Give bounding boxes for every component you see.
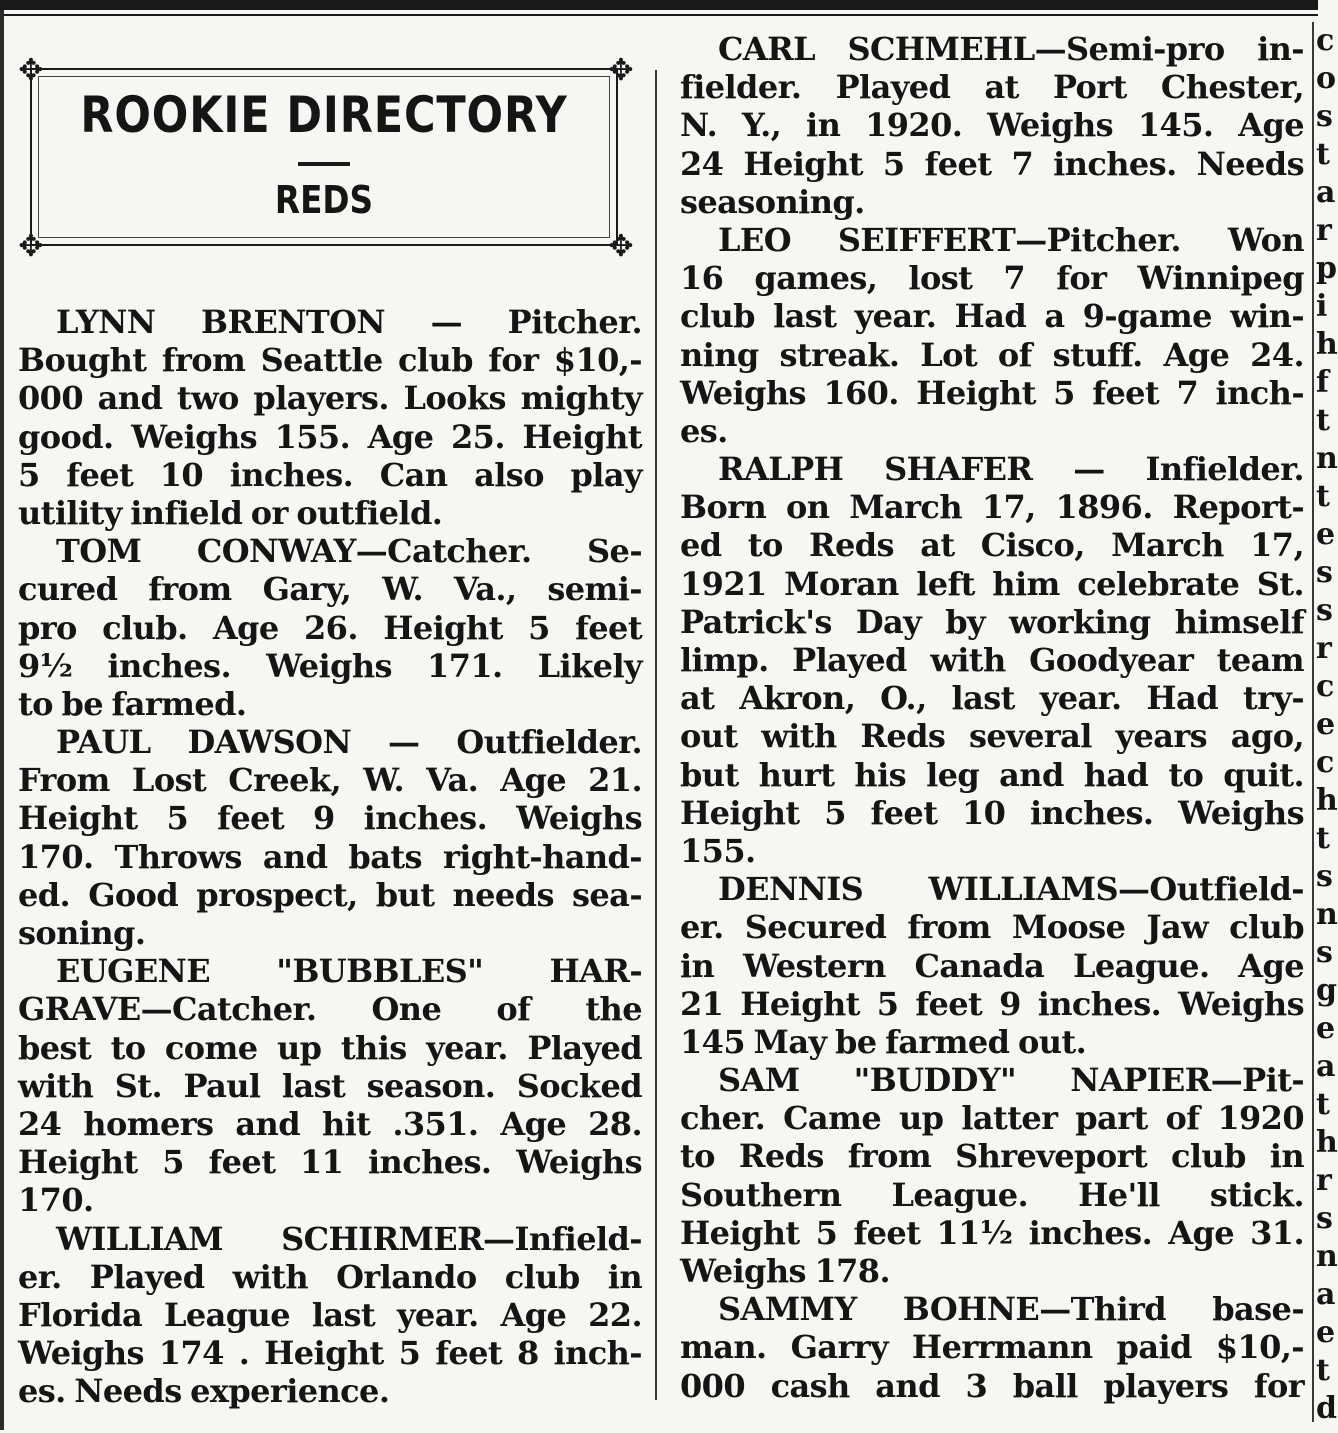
text-line: Height 5 feet 10 inches. Weighs: [680, 793, 1304, 832]
text-line: out with Reds several years ago,: [680, 717, 1304, 756]
right-text-column: [680, 30, 1304, 1405]
text-line: Height 5 feet 11 inches. Weighs: [18, 1143, 642, 1182]
text-line: in Western Canada League. Age: [680, 946, 1304, 985]
margin-fragment: s: [1316, 859, 1333, 894]
text-line: club last year. Had a 9-game win-: [680, 297, 1304, 336]
text-line: CARL SCHMEHL—Semi-pro in-: [718, 30, 1304, 68]
right-column-divider: [1312, 22, 1314, 1422]
text-line: 170. Throws and bats right-hand-: [18, 837, 642, 876]
left-edge-rule: [0, 10, 4, 1430]
text-line: LYNN BRENTON — Pitcher.: [56, 303, 642, 341]
margin-fragment: h: [1316, 327, 1338, 362]
top-rule: [0, 0, 1318, 10]
margin-fragment: s: [1316, 1201, 1333, 1236]
text-line: WILLIAM SCHIRMER—Infield-: [56, 1219, 642, 1258]
margin-fragment: s: [1316, 935, 1333, 970]
text-line: with St. Paul last season. Socked: [18, 1066, 642, 1105]
text-line: er. Secured from Moose Jaw club: [680, 908, 1304, 947]
text-line: DENNIS WILLIAMS—Outfield-: [718, 870, 1304, 909]
text-line: 170.: [18, 1181, 94, 1220]
text-line: cher. Came up latter part of 1920: [680, 1099, 1304, 1138]
margin-fragment: e: [1316, 517, 1336, 552]
text-line: but hurt his leg and had to quit.: [680, 755, 1304, 794]
margin-fragment: t: [1316, 1353, 1330, 1388]
margin-fragment: n: [1316, 897, 1338, 932]
text-line: es. Needs experience.: [18, 1372, 390, 1411]
adjacent-column-fragment: [1316, 22, 1338, 1426]
text-line: er. Played with Orlando club in: [18, 1257, 642, 1296]
text-line: 000 cash and 3 ball players for: [680, 1366, 1304, 1405]
margin-fragment: g: [1316, 973, 1337, 1008]
text-line: LEO SEIFFERT—Pitcher. Won: [718, 220, 1304, 259]
margin-fragment: i: [1316, 289, 1328, 324]
headline-dash: [298, 162, 350, 166]
margin-fragment: a: [1316, 175, 1336, 210]
text-line: SAMMY BOHNE—Third base-: [718, 1290, 1304, 1329]
text-line: 24 homers and hit .351. Age 28.: [18, 1104, 642, 1143]
text-line: TOM CONWAY—Catcher. Se-: [56, 532, 642, 571]
text-line: Born on March 17, 1896. Report-: [680, 488, 1304, 527]
margin-fragment: r: [1316, 1163, 1332, 1198]
ornament-icon: ✥: [18, 53, 44, 88]
text-line: Bought from Seattle club for $10,-: [18, 341, 642, 380]
margin-fragment: t: [1316, 479, 1330, 514]
column-divider: [655, 70, 657, 1400]
margin-fragment: t: [1316, 1087, 1330, 1122]
margin-fragment: n: [1316, 441, 1338, 476]
text-line: at Akron, O., last year. Had try-: [680, 679, 1304, 718]
margin-fragment: o: [1316, 61, 1337, 96]
margin-fragment: c: [1316, 23, 1335, 58]
left-text-column: [18, 303, 642, 1410]
text-line: limp. Played with Goodyear team: [680, 641, 1304, 679]
text-line: RALPH SHAFER — Infielder.: [718, 450, 1304, 489]
text-line: best to come up this year. Played: [18, 1028, 642, 1067]
margin-fragment: f: [1316, 365, 1329, 400]
margin-fragment: r: [1316, 631, 1332, 666]
text-line: ning streak. Lot of stuff. Age 24.: [680, 335, 1304, 374]
text-line: SAM "BUDDY" NAPIER—Pit-: [718, 1061, 1304, 1100]
text-line: 000 and two players. Looks mighty: [18, 379, 642, 418]
text-line: utility infield or outfield.: [18, 493, 443, 532]
ornament-icon: ✥: [608, 53, 634, 88]
text-line: ed to Reds at Cisco, March 17,: [680, 526, 1304, 565]
text-line: 1921 Moran left him celebrate St.: [680, 564, 1304, 603]
text-line: cured from Gary, W. Va., semi-: [18, 570, 642, 609]
text-line: 155.: [680, 831, 756, 870]
text-line: 5 feet 10 inches. Can also play: [18, 455, 642, 494]
margin-fragment: c: [1316, 669, 1335, 704]
text-line: man. Garry Herrmann paid $10,-: [680, 1328, 1304, 1367]
text-line: Height 5 feet 9 inches. Weighs: [18, 799, 642, 838]
text-line: From Lost Creek, W. Va. Age 21.: [18, 761, 642, 800]
ornament-icon: ✥: [608, 229, 634, 264]
margin-fragment: e: [1316, 1315, 1336, 1350]
margin-fragment: h: [1316, 783, 1338, 818]
text-line: EUGENE "BUBBLES" HAR-: [56, 952, 642, 991]
margin-fragment: n: [1316, 1239, 1338, 1274]
text-line: good. Weighs 155. Age 25. Height: [18, 417, 642, 456]
text-line: soning.: [18, 914, 146, 952]
margin-fragment: t: [1316, 821, 1330, 856]
margin-fragment: h: [1316, 1125, 1338, 1160]
top-thin-rule: [0, 14, 1318, 16]
margin-fragment: e: [1316, 1011, 1336, 1046]
text-line: GRAVE—Catcher. One of the: [18, 990, 642, 1029]
text-line: 16 games, lost 7 for Winnipeg: [680, 259, 1304, 298]
margin-fragment: a: [1316, 1277, 1336, 1312]
ornament-icon: ✥: [18, 229, 44, 264]
margin-fragment: s: [1316, 593, 1333, 628]
margin-fragment: c: [1316, 745, 1335, 780]
text-line: Weighs 160. Height 5 feet 7 inch-: [680, 373, 1304, 412]
margin-fragment: s: [1316, 555, 1333, 590]
margin-fragment: t: [1316, 403, 1330, 438]
margin-fragment: r: [1316, 213, 1332, 248]
text-line: pro club. Age 26. Height 5 feet: [18, 608, 642, 647]
text-line: PAUL DAWSON — Outfielder.: [56, 723, 642, 762]
text-line: es.: [680, 411, 728, 450]
text-line: Florida League last year. Age 22.: [18, 1295, 642, 1334]
text-line: Patrick's Day by working himself: [680, 602, 1304, 641]
text-line: 21 Height 5 feet 9 inches. Weighs: [680, 984, 1304, 1023]
text-line: to Reds from Shreveport club in: [680, 1137, 1304, 1176]
margin-fragment: e: [1316, 707, 1336, 742]
text-line: 24 Height 5 feet 7 inches. Needs: [680, 144, 1304, 183]
text-line: Weighs 174 . Height 5 feet 8 inch-: [18, 1334, 642, 1373]
headline-title: ROOKIE DIRECTORY: [80, 86, 568, 144]
text-line: ed. Good prospect, but needs sea-: [18, 875, 642, 914]
headline-subtitle: REDS: [274, 178, 374, 222]
margin-fragment: s: [1316, 99, 1333, 134]
text-line: 9½ inches. Weighs 171. Likely: [18, 646, 642, 685]
text-line: Weighs 178.: [680, 1252, 890, 1290]
text-line: Height 5 feet 11½ inches. Age 31.: [680, 1213, 1304, 1252]
text-line: fielder. Played at Port Chester,: [680, 68, 1304, 107]
text-line: N. Y., in 1920. Weighs 145. Age: [680, 106, 1304, 145]
margin-fragment: d: [1316, 1391, 1337, 1426]
margin-fragment: t: [1316, 137, 1330, 172]
text-line: to be farmed.: [18, 684, 247, 723]
text-line: Southern League. He'll stick.: [680, 1175, 1304, 1214]
margin-fragment: p: [1316, 251, 1337, 286]
text-line: 145 May be farmed out.: [680, 1022, 1087, 1061]
margin-fragment: a: [1316, 1049, 1336, 1084]
text-line: seasoning.: [680, 182, 865, 221]
